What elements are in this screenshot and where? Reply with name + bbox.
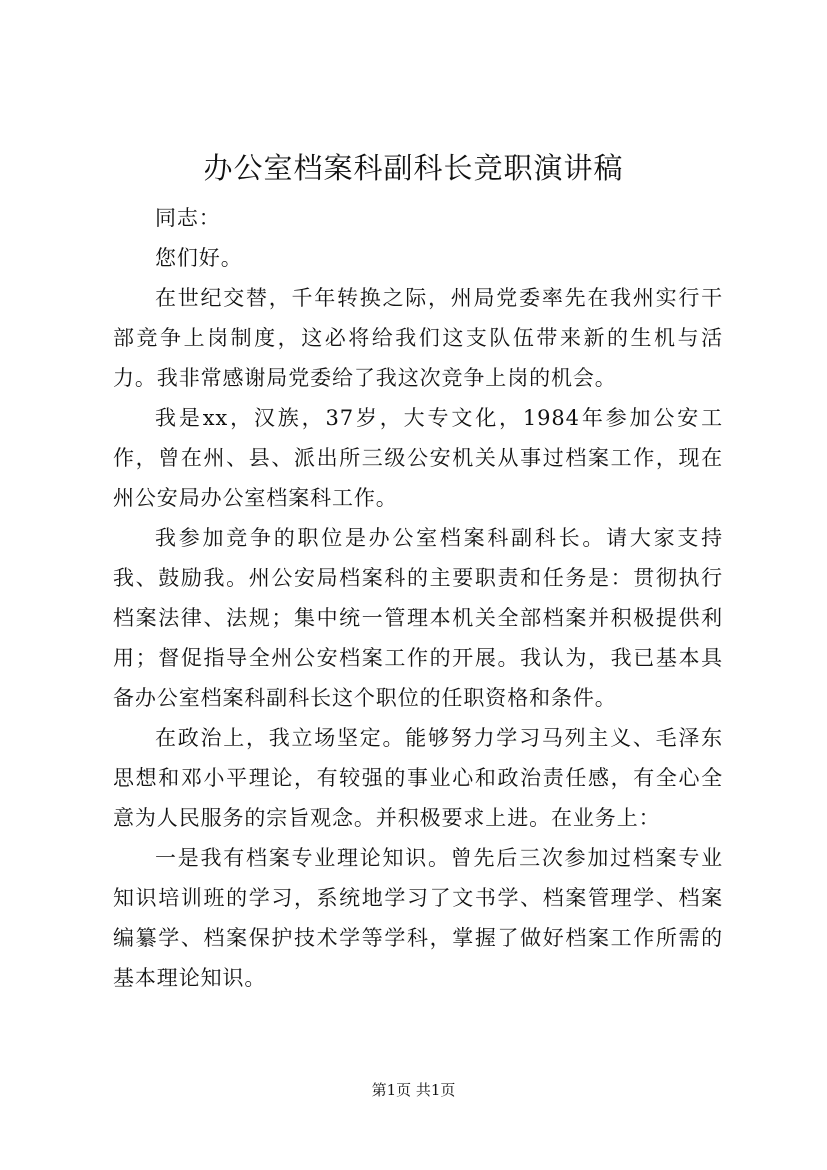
document-body: [113, 198, 723, 998]
paragraph-expertise: 一是我有档案专业理论知识。曾先后三次参加过档案专业知识培训班的学习，系统地学习了文书学、档案管理学、档案编纂学、档案保护技术学等学科，掌握了做好档案工作所需的基本理论知识。: [113, 846, 723, 990]
document-title: 办公室档案科副科长竞职演讲稿: [203, 151, 624, 185]
paragraph-position: 我参加竞争的职位是办公室档案科副科长。请大家支持我、鼓励我。州公安局档案科的主要职责和任务是：贯彻执行档案法律、法规；集中统一管理本机关全部档案并积极提供利用；督促指导全州公安档案工作的开展。我认为，我已基本具备办公室档案科副科长这个职位的任职资格和条件。: [113, 526, 723, 710]
paragraph-background: 我是xx，汉族，37岁，大专文化，1984年参加公安工作，曾在州、县、派出所三级公安机关从事过档案工作，现在州公安局办公室档案科工作。: [113, 406, 723, 510]
page-number-footer: 第1页 共1页: [371, 1081, 456, 1099]
greeting: 您们好。: [155, 246, 243, 270]
paragraph-intro: 在世纪交替，千年转换之际，州局党委率先在我州实行干部竞争上岗制度，这必将给我们这支队伍带来新的生机与活力。我非常感谢局党委给了我这次竞争上岗的机会。: [113, 286, 723, 390]
salutation: 同志：: [155, 206, 221, 230]
paragraph-politics: 在政治上，我立场坚定。能够努力学习马列主义、毛泽东思想和邓小平理论，有较强的事业心和政治责任感，有全心全意为人民服务的宗旨观念。并积极要求上进。在业务上：: [113, 726, 723, 830]
